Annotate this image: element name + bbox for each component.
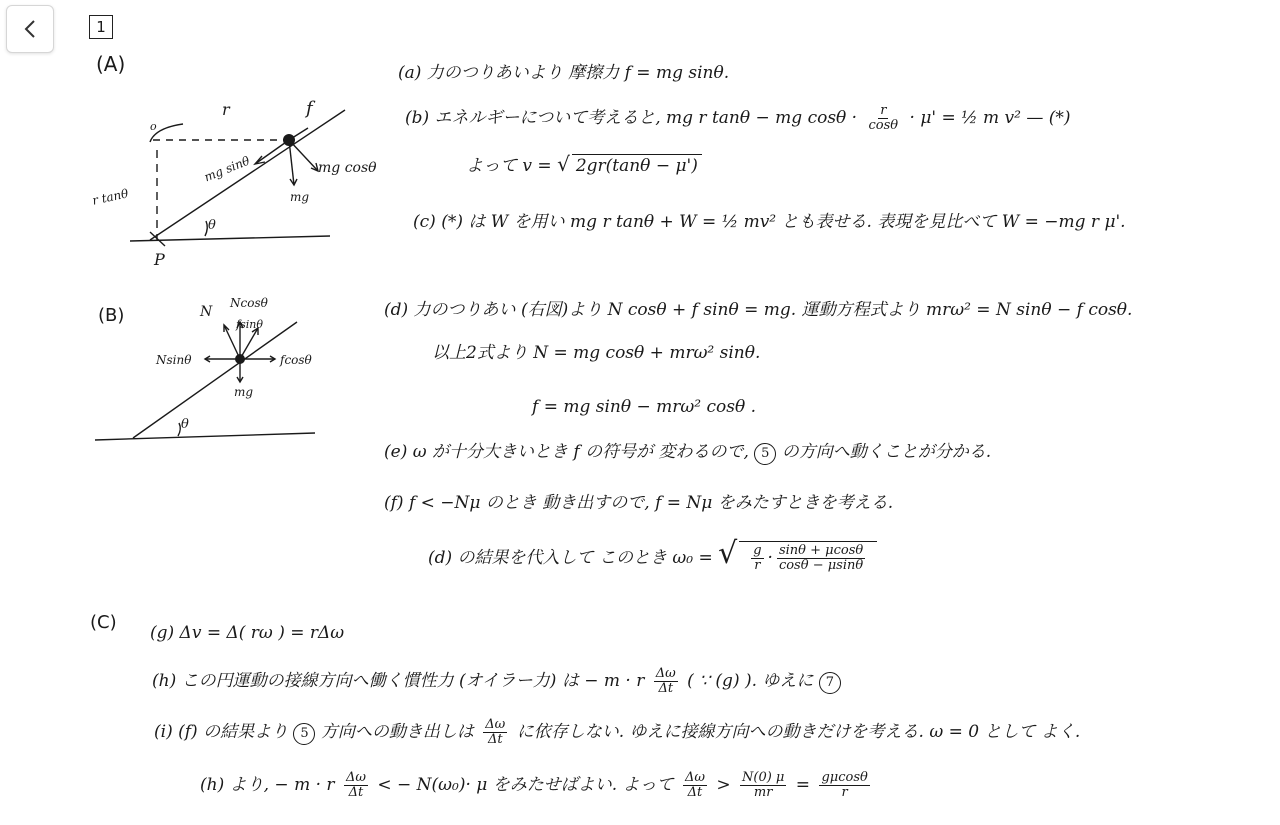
fraction-denominator: cosθ xyxy=(868,118,899,133)
answer-i-text: (i) (f) の結果より xyxy=(154,722,289,742)
back-button[interactable] xyxy=(6,5,54,53)
fig-a-mg-label: mg xyxy=(290,190,310,204)
fraction-numerator: gμcosθ xyxy=(821,770,868,785)
answer-i2-text: (h) より, − m · r xyxy=(200,775,335,795)
answer-e-text: (e) ω が十分大きいとき f の符号が 変わるので, xyxy=(384,442,749,462)
answer-i-tail: に依存しない. ゆえに接線方向への動きだけを考える. ω = 0 として よく. xyxy=(516,722,1081,742)
answer-b-text: (b) エネルギーについて考えると, mg r tanθ − mg cosθ · xyxy=(405,108,858,128)
fraction-numerator: Δω xyxy=(684,770,705,785)
fraction-denominator: Δt xyxy=(658,681,674,696)
section-b-label: (B) xyxy=(98,305,125,326)
answer-f: (f) f < −Nμ のとき 動き出すので, f = Nμ をみたすときを考える. xyxy=(384,493,894,513)
answer-b xyxy=(405,104,1071,133)
answer-b-tail: · μ' = ½ m v² — (*) xyxy=(909,108,1071,128)
fraction-numerator: Δω xyxy=(655,666,676,681)
answer-g: (g) Δv = Δ( rω ) = rΔω xyxy=(150,623,345,643)
sqrt-sign: √ xyxy=(718,536,738,571)
answer-b-result-text: よって v = xyxy=(466,156,552,176)
fraction-denominator: mr xyxy=(753,785,773,800)
circled-number: 5 xyxy=(754,443,776,465)
answer-b-result xyxy=(466,153,702,177)
answer-h-fraction xyxy=(654,667,678,696)
fig-a-mgsin-label: mg sinθ xyxy=(202,153,252,185)
fig-a-rtan-label: r tanθ xyxy=(90,186,130,208)
circled-number: 7 xyxy=(819,672,841,694)
fraction-numerator: Δω xyxy=(345,770,366,785)
fraction-dw-dt xyxy=(344,771,368,800)
answer-d: (d) 力のつりあい (右図)より N cosθ + f sinθ = mg. 運動方程式より mrω² = N sinθ − f cosθ. xyxy=(384,300,1133,320)
fraction-numerator: sinθ + μcosθ xyxy=(778,543,864,558)
answer-h xyxy=(152,667,841,696)
problem-number: 1 xyxy=(89,15,113,39)
fraction-denominator: Δt xyxy=(687,785,703,800)
answer-c: (c) (*) は W を用い mg r tanθ + W = ½ mv² とも表せる. 表現を見比べて W = −mg r μ'. xyxy=(413,212,1126,232)
answer-i xyxy=(154,718,1080,747)
section-c-label: (C) xyxy=(90,612,117,633)
greater-than: > xyxy=(716,775,731,795)
answer-b-fraction xyxy=(867,104,901,133)
circled-number: 5 xyxy=(293,723,315,745)
answer-f-line2 xyxy=(428,536,877,575)
fig-b-n-label: N xyxy=(200,304,213,320)
fraction-result xyxy=(819,771,869,800)
chevron-left-icon xyxy=(23,19,37,39)
answer-f-line2-text: (d) の結果を代入して このとき ω₀ = xyxy=(428,548,713,568)
fraction-numerator: g xyxy=(753,543,762,558)
answer-a: (a) 力のつりあいより 摩擦力 f = mg sinθ. xyxy=(398,63,730,83)
sqrt-radicand: $\frac{g}{r}$ · $\frac{\sin\theta + \mu\cos\theta}{\cos\theta - \mu\sin\theta}$ xyxy=(739,541,877,575)
fraction-n-mu xyxy=(740,771,786,800)
fig-a-f-label: f xyxy=(306,98,313,119)
fig-b-mg-label: mg xyxy=(234,385,254,399)
fig-b-nsin-label: Nsinθ xyxy=(156,353,192,367)
fig-b-fsin-label: fsinθ xyxy=(236,318,263,331)
fraction-dw-dt xyxy=(683,771,707,800)
figure-b-diagram xyxy=(0,0,1,1)
fraction-numerator: r xyxy=(880,103,887,118)
fig-b-ncos-label: Ncosθ xyxy=(230,296,268,310)
fraction-denominator: Δt xyxy=(487,732,503,747)
answer-e-tail: の方向へ動くことが分かる. xyxy=(781,442,992,462)
fig-a-r-label: r xyxy=(222,100,230,119)
answer-d-line3: f = mg sinθ − mrω² cosθ . xyxy=(532,397,756,417)
answer-i-fraction xyxy=(483,718,507,747)
fraction-denominator: cosθ − μsinθ xyxy=(778,558,864,573)
sqrt-radicand: 2gr(tanθ − μ') xyxy=(572,154,702,177)
section-a-label: (A) xyxy=(96,52,126,76)
answer-h-tail: ( ∵ (g) ). ゆえに xyxy=(687,671,814,691)
fraction-numerator: Δω xyxy=(485,717,506,732)
fraction-trig xyxy=(777,544,865,573)
answer-h-text: (h) この円運動の接線方向へ働く慣性力 (オイラー力) は − m · r xyxy=(152,671,645,691)
fraction-denominator: Δt xyxy=(348,785,364,800)
fig-b-angle-label: θ xyxy=(181,417,189,432)
sqrt-sign: √ xyxy=(557,152,570,176)
fig-a-mgcos-label: mg cosθ xyxy=(318,160,377,176)
answer-i-mid: 方向への動き出しは xyxy=(320,722,474,742)
fig-a-angle-label: θ xyxy=(208,218,216,233)
fraction-numerator: N(0) μ xyxy=(742,770,785,785)
fraction-denominator: r xyxy=(841,785,848,800)
answer-e xyxy=(384,441,991,465)
fig-b-fcos-label: fcosθ xyxy=(280,353,312,367)
fraction-g-r xyxy=(751,544,763,573)
fig-a-o-label: o xyxy=(150,120,157,133)
answer-d-line2: 以上2式より N = mg cosθ + mrω² sinθ. xyxy=(432,343,761,363)
answer-i-line2 xyxy=(200,771,874,800)
answer-i2-mid: < − N(ω₀)· μ をみたせばよい. よって xyxy=(377,775,674,795)
fraction-denominator: r xyxy=(754,558,761,573)
equals-sign: = xyxy=(795,775,811,795)
fig-a-p-label: P xyxy=(154,250,165,269)
